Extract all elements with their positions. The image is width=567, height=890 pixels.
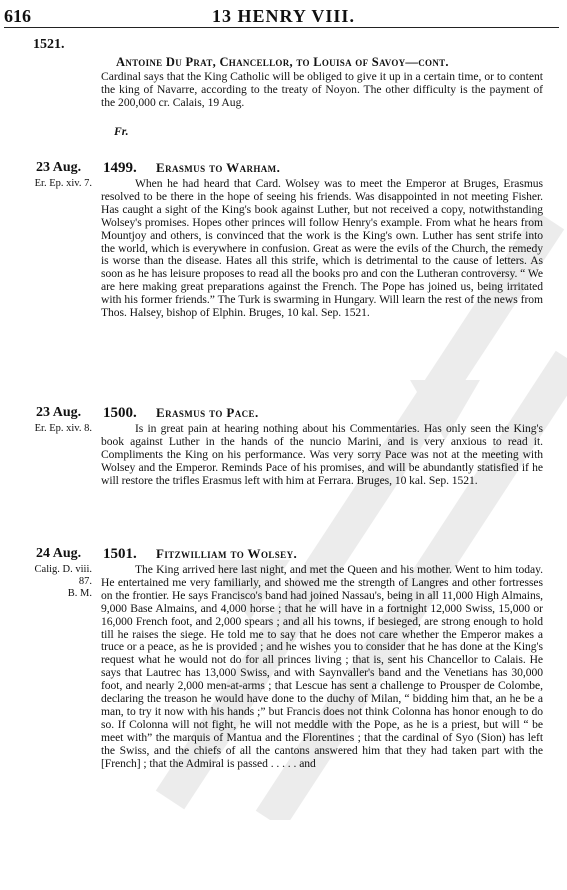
year-label: 1521. [33, 37, 65, 52]
continuation-body: Cardinal says that the King Catholic will be obliged to give it up in a certain time, or to content the king of Navarre, according to the treaty of Noyon. The other difficulty is the payment of the 200,000 cr. Calais, 19 Aug. [101, 70, 543, 109]
header-rule [4, 27, 559, 28]
page-header [0, 6, 567, 28]
page-number: 616 [4, 6, 31, 26]
entry-text: Is in great pain at hearing nothing about his Commentaries. Has only seen the King's book against Luther in the hands of the nuncio Marini, and is very anxious to read it. Compliments the King on his performance. Was very sorry Pace was not at the meeting with Wolsey and the Emperor. Reminds Pace of his promises, and will be abundantly statisfied if he will restore the trifles Erasmus left with him at Ferrara. Bruges, 10 kal. Sep. 1521. [101, 422, 543, 487]
entry-title: Fitzwilliam to Wolsey. [156, 546, 298, 561]
continuation-text [101, 71, 543, 110]
entry-number: 1501. [103, 546, 137, 562]
entry-date: 23 Aug. [36, 160, 82, 175]
entry-text: The King arrived here last night, and met the Queen and his mother. Went to him today. He entertained me very familiarly, and showed me the strength of Langres and other fortresses on the frontier. He says Francisco's band had joined Nassau's, being in all 11,000 High Almains, 9,000 Base Almains, and 4,000 horse ; that he will have in a fortnight 12,000 Swiss, 15,000 or 16,000 French foot, and 2,000 spears ; and all his towns, if besieged, are strong enough to hold till he raises the siege. He told me to say that he does not care whether the Emperor makes a truce or a peace, as he is provided ; and he wishes you to consider that he has done at the King's request what he would not do for all princes living ; that is, sent his Chancellor to Calais. He says that Lautrec has 13,000 Swiss, and with Saynvaller's band and the Venetians has 30,000 foot, and nearly 2,000 men-at-arms ; that Lescue has sent a challenge to Prousper de Colombe, declaring the treason he would have done to the duchy of Milan, “ bidding him that, an he be a man, to try it now with his hands ;” but Francis does not think Colonna has honor enough to do so. If Colonna will not fight, he will not meddle with the Pope, as he is a priest, but will “ be meet with” the marquis of Mantua and the Florentines ; that the cardinal of Syo (Sion) has left the Swiss, and the chiefs of all the cantons answered him that they had taken part with the [French] ; that the Admiral is passed . . . . . and [101, 563, 543, 770]
entry-number: 1500. [103, 405, 137, 421]
entry-text: When he had heard that Card. Wolsey was to meet the Emperor at Bruges, Erasmus resolved to be there in the hope of seeing his friends. Was disappointed in not meeting Fisher. Has caught a sight of the King's book against Luther, but not received a copy, notwithstanding Wolsey's promises. Hopes other princes will follow Henry's example. From what he hears from Mountjoy and others, is convinced that the work is the King's own. Luther has sent strife into the world, which is everywhere in confusion. Great as were the evils of the Church, the remedy is worse than the disease. Hates all this strife, which is detrimental to the cause of letters. As soon as he has leisure proposes to read all the books pro and con the Lutheran controversy. “ We are here making great preparations against the French. The Pope has joined us, being irritated with his former friends.” The Turk is swarming in Hungary. Will learn the rest of the news from Thos. Halsey, bishop of Elphin. Bruges, 10 kal. Sep. 1521. [101, 177, 543, 320]
source-line: B. M. [67, 588, 92, 599]
entry-date: 24 Aug. [36, 546, 82, 561]
entry-title: Erasmus to Warham. [156, 160, 281, 175]
entry-source: Er. Ep. xiv. 8. [34, 423, 92, 434]
source-line: 87. [78, 576, 92, 587]
entry-source [24, 564, 92, 600]
source-line: Calig. D. viii. [34, 564, 92, 575]
running-title: 13 HENRY VIII. [212, 6, 355, 26]
entry-number: 1499. [103, 160, 137, 176]
entry-source: Er. Ep. xiv. 7. [34, 178, 92, 189]
continuation-signature: Fr. [114, 125, 129, 138]
entry-title: Erasmus to Pace. [156, 405, 259, 420]
entry-date: 23 Aug. [36, 405, 82, 420]
continuation-title: Antoine Du Prat, Chancellor, to Louisa of Savoy—cont. [116, 55, 449, 69]
